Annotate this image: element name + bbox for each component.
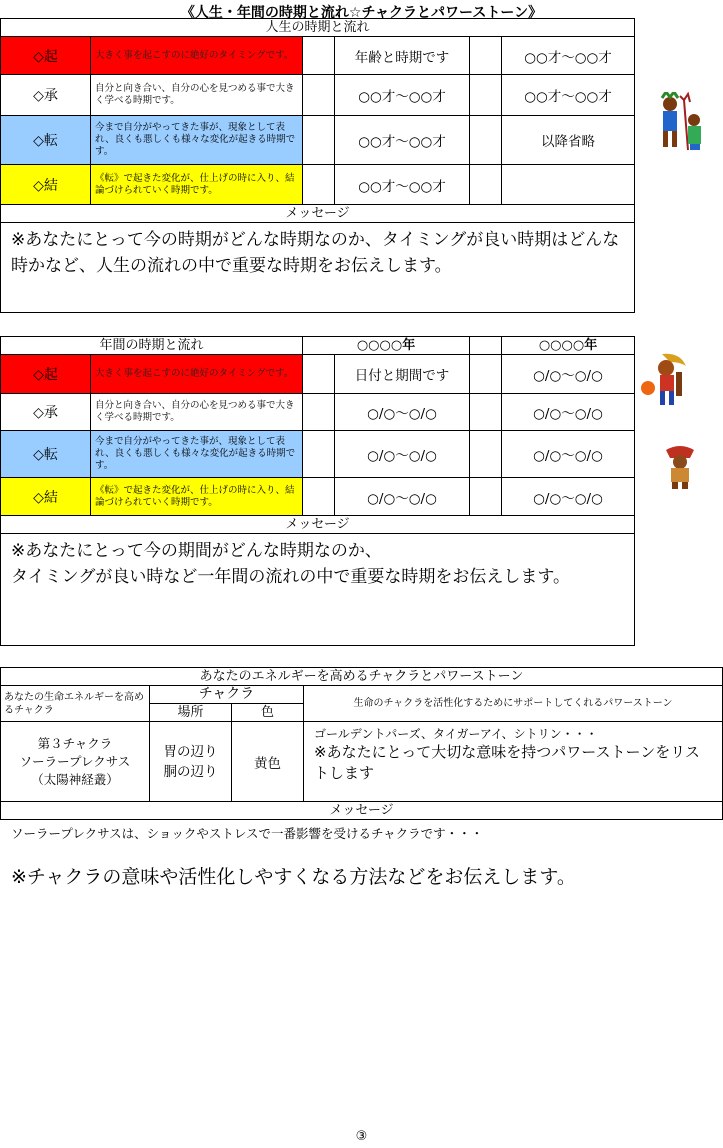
year-table-header: 年間の時期と流れ <box>1 337 303 355</box>
chakra-message-header: メッセージ <box>1 802 723 820</box>
year-table <box>0 336 635 646</box>
year-row-val2: ○/○～○/○ <box>502 478 635 516</box>
year-row-label: ◇起 <box>1 355 91 394</box>
life-row-val1: ○○才～○○才 <box>335 116 470 165</box>
year-row-val1: ○/○～○/○ <box>335 478 470 516</box>
life-table <box>0 18 635 313</box>
year-row-desc: 自分と向き合い、自分の心を見つめる事で大きく学べる時期です。 <box>91 394 303 431</box>
chakra-column-header: チャクラ <box>150 686 304 704</box>
year-row-desc: 《転》で起きた変化が、仕上げの時に入り、結論づけられていく時期です。 <box>91 478 303 516</box>
year-row-label: ◇結 <box>1 478 91 516</box>
year-message-line: タイミングが良い時など一年間の流れの中で重要な時期をお伝えします。 <box>11 567 570 587</box>
life-row-label: ◇結 <box>1 165 91 205</box>
year-row-val2: ○/○～○/○ <box>502 431 635 478</box>
year-row-val2: ○/○～○/○ <box>502 394 635 431</box>
life-row-desc: 自分と向き合い、自分の心を見つめる事で大きく学べる時期です。 <box>91 75 303 116</box>
page-number: ③ <box>355 1129 368 1144</box>
chakra-table-header: あなたのエネルギーを高めるチャクラとパワーストーン <box>1 668 723 686</box>
life-table-header: 人生の時期と流れ <box>1 19 635 37</box>
year-row-val1: 日付と期間です <box>335 355 470 394</box>
chakra-name <box>1 722 150 802</box>
life-row-desc: 今まで自分がやってきた事が、現象として表れ、良くも悪しくも様々な変化が起きる時期です。 <box>91 116 303 165</box>
year-message-header: メッセージ <box>1 516 635 534</box>
year-row-desc: 大きく事を起こすのに絶好のタイミングです。 <box>91 355 303 394</box>
year-row-val1: ○/○～○/○ <box>335 394 470 431</box>
dancer-illustration-3 <box>660 444 700 490</box>
year-2-header: ○○○○年 <box>502 337 635 355</box>
year-row-desc: 今まで自分がやってきた事が、現象として表れ、良くも悪しくも様々な変化が起きる時期です。 <box>91 431 303 478</box>
year-message-line: ※あなたにとって今の期間がどんな時期なのか、 <box>11 541 382 561</box>
life-row-val2: ○○才～○○才 <box>502 75 635 116</box>
stone-note: ※あなたにとって大切な意味を持つパワーストーンをリストします <box>314 743 700 782</box>
dancer-illustration-2 <box>640 352 690 407</box>
page-title: 《人生・年間の時期と流れ☆チャクラとパワーストーン》 <box>180 5 543 21</box>
life-chakra-column-header: あなたの生命エネルギーを高めるチャクラ <box>1 686 150 722</box>
chakra-place-line: 胃の辺り <box>163 743 218 760</box>
year-1-header: ○○○○年 <box>303 337 470 355</box>
life-row-desc: 《転》で起きた変化が、仕上げの時に入り、結論づけられていく時期です。 <box>91 165 303 205</box>
life-message-header: メッセージ <box>1 205 635 223</box>
stone-list <box>304 722 723 802</box>
stone-column-header: 生命のチャクラを活性化するためにサポートしてくれるパワーストーン <box>304 686 723 722</box>
life-row-label: ◇承 <box>1 75 91 116</box>
year-row-val2: ○/○～○/○ <box>502 355 635 394</box>
year-row-label: ◇転 <box>1 431 91 478</box>
stone-names: ゴールデントパーズ、タイガーアイ、シトリン・・・ <box>314 727 598 741</box>
chakra-name-line: （太陽神経叢） <box>31 771 119 787</box>
chakra-name-line: ソーラープレクサス <box>19 753 131 769</box>
life-row-val1: ○○才～○○才 <box>335 165 470 205</box>
chakra-place <box>150 722 232 802</box>
life-row-label: ◇転 <box>1 116 91 165</box>
chakra-table <box>0 667 723 820</box>
life-row-val2: 以降省略 <box>502 116 635 165</box>
chakra-note: ※チャクラの意味や活性化しやすくなる方法などをお伝えします。 <box>11 866 576 888</box>
life-row-val1: 年齢と時期です <box>335 37 470 75</box>
year-row-label: ◇承 <box>1 394 91 431</box>
life-row-desc: 大きく事を起こすのに絶好のタイミングです。 <box>91 37 303 75</box>
year-message <box>1 534 635 646</box>
life-row-val1: ○○才～○○才 <box>335 75 470 116</box>
dancer-illustration-1 <box>650 92 708 152</box>
life-message: ※あなたにとって今の時期がどんな時期なのか、タイミングが良い時期はどんな時かなど、人生の流れの中で重要な時期をお伝えします。 <box>1 223 635 313</box>
life-row-val2 <box>502 165 635 205</box>
life-row-label: ◇起 <box>1 37 91 75</box>
chakra-message: ソーラープレクサスは、ショックやストレスで一番影響を受けるチャクラです・・・ <box>11 826 484 841</box>
chakra-color: 黄色 <box>232 722 304 802</box>
life-row-val2: ○○才～○○才 <box>502 37 635 75</box>
color-column-header: 色 <box>232 704 304 722</box>
chakra-place-line: 胴の辺り <box>163 763 218 780</box>
place-column-header: 場所 <box>150 704 232 722</box>
year-row-val1: ○/○～○/○ <box>335 431 470 478</box>
chakra-name-line: 第３チャクラ <box>37 735 113 751</box>
